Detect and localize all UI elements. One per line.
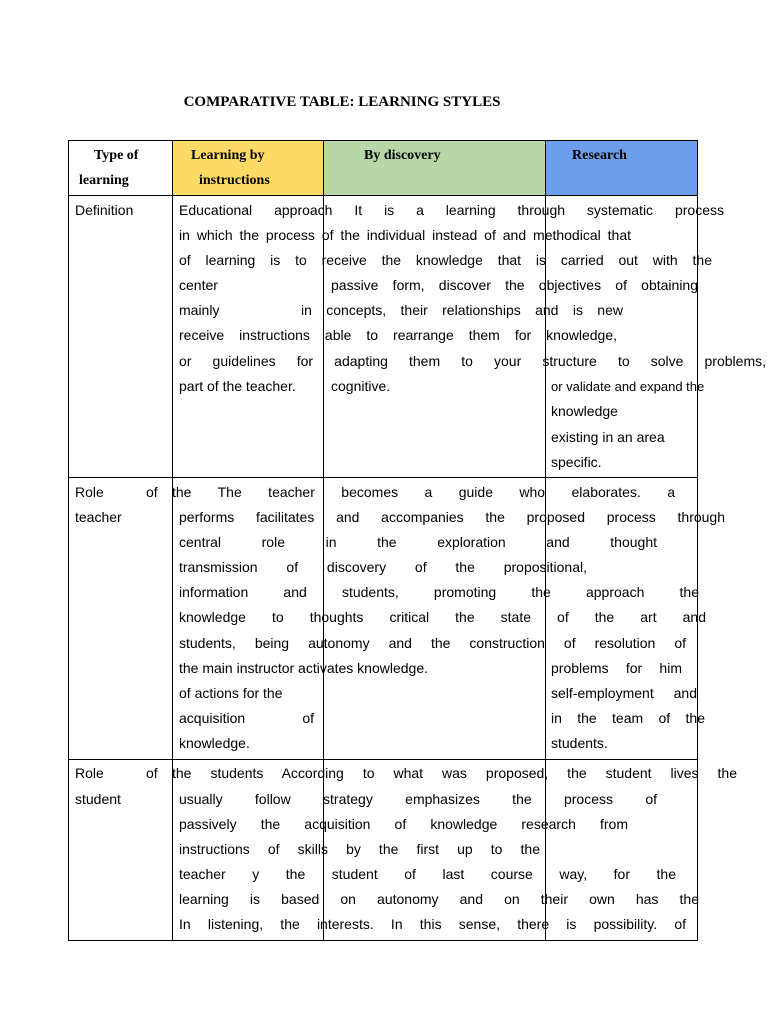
text-line: In listening, the interests. In this sense, there is possibility. of — [179, 916, 686, 932]
row-label-definition: Definition — [75, 202, 134, 218]
text-line: teacher y the student of last course way, for the — [179, 866, 676, 882]
header-type-line2: learning — [79, 173, 129, 188]
text-line: knowledge to thoughts critical the state of the art and — [179, 609, 706, 625]
header-instructions-line2: instructions — [199, 173, 270, 188]
table-header-divider — [68, 195, 698, 196]
text-line: the main instructor activates knowledge. — [179, 660, 429, 676]
text-line: in which the process of the individual instead of and methodical that — [179, 227, 631, 243]
header-type-line1: Type of — [94, 148, 139, 163]
text-line: center — [179, 277, 218, 293]
header-discovery: By discovery — [364, 148, 441, 163]
text-line: or validate and expand the — [551, 379, 705, 394]
text-line: learning is based on autonomy and on their own has the — [179, 891, 699, 907]
header-research: Research — [572, 148, 627, 163]
row-label-student-role: Role — [75, 765, 104, 781]
text-line: usually follow strategy emphasizes the process of — [179, 791, 657, 807]
row-label-teacher-of: of — [146, 484, 158, 500]
text-line: acquisition of — [179, 710, 314, 726]
text-line: of learning is to receive the knowledge that is carried out with the — [179, 252, 712, 268]
row-label-student-of: of — [146, 765, 158, 781]
text-line: instructions of skills by the first up to the — [179, 841, 540, 857]
text-line: of actions for the — [179, 685, 283, 701]
text-line: existing in an area — [551, 429, 665, 445]
text-line: in the team of the — [551, 710, 705, 726]
text-line: central role in the exploration and thought — [179, 534, 657, 550]
table-border-bottom — [68, 940, 698, 941]
text-line: Educational approach It is a learning through systematic process — [179, 202, 724, 218]
text-line: students. — [551, 735, 608, 751]
text-line: or guidelines for adapting them to your structure to solve problems, — [179, 353, 766, 369]
text-line: passive form, discover the objectives of obtaining — [331, 277, 698, 293]
page-title: COMPARATIVE TABLE: LEARNING STYLES — [183, 94, 501, 110]
row-label-teacher: teacher — [75, 509, 122, 525]
text-line: receive instructions able to rearrange them for knowledge, — [179, 327, 617, 343]
text-line: in concepts, their relationships and is new — [301, 302, 623, 318]
text-line: passively the acquisition of knowledge research from — [179, 816, 628, 832]
table-border-left — [68, 140, 69, 941]
text-line: the students According to what was proposed, the student lives the — [172, 765, 737, 781]
text-line: performs facilitates and accompanies the proposed process through — [179, 509, 725, 525]
text-line: knowledge. — [179, 735, 250, 751]
table-border-top — [68, 140, 698, 141]
row-label-student: student — [75, 791, 121, 807]
text-line: information and students, promoting the approach the — [179, 584, 699, 600]
text-line: specific. — [551, 454, 602, 470]
text-line: students, being autonomy and the construction of resolution of — [179, 635, 686, 651]
text-line: the The teacher becomes a guide who elaborates. a — [172, 484, 675, 500]
table-column-divider — [172, 140, 173, 941]
text-line: mainly — [179, 302, 220, 318]
text-line: problems for him — [551, 660, 682, 676]
text-line: self-employment and — [551, 685, 697, 701]
table-row-divider — [68, 759, 698, 760]
text-line: part of the teacher. — [179, 378, 296, 394]
text-line: transmission of discovery of the propositional, — [179, 559, 587, 575]
row-label-teacher-role: Role — [75, 484, 104, 500]
table-row-divider — [68, 477, 698, 478]
header-instructions-line1: Learning by — [191, 148, 265, 163]
text-line: cognitive. — [331, 378, 391, 394]
text-line: knowledge — [551, 403, 618, 419]
